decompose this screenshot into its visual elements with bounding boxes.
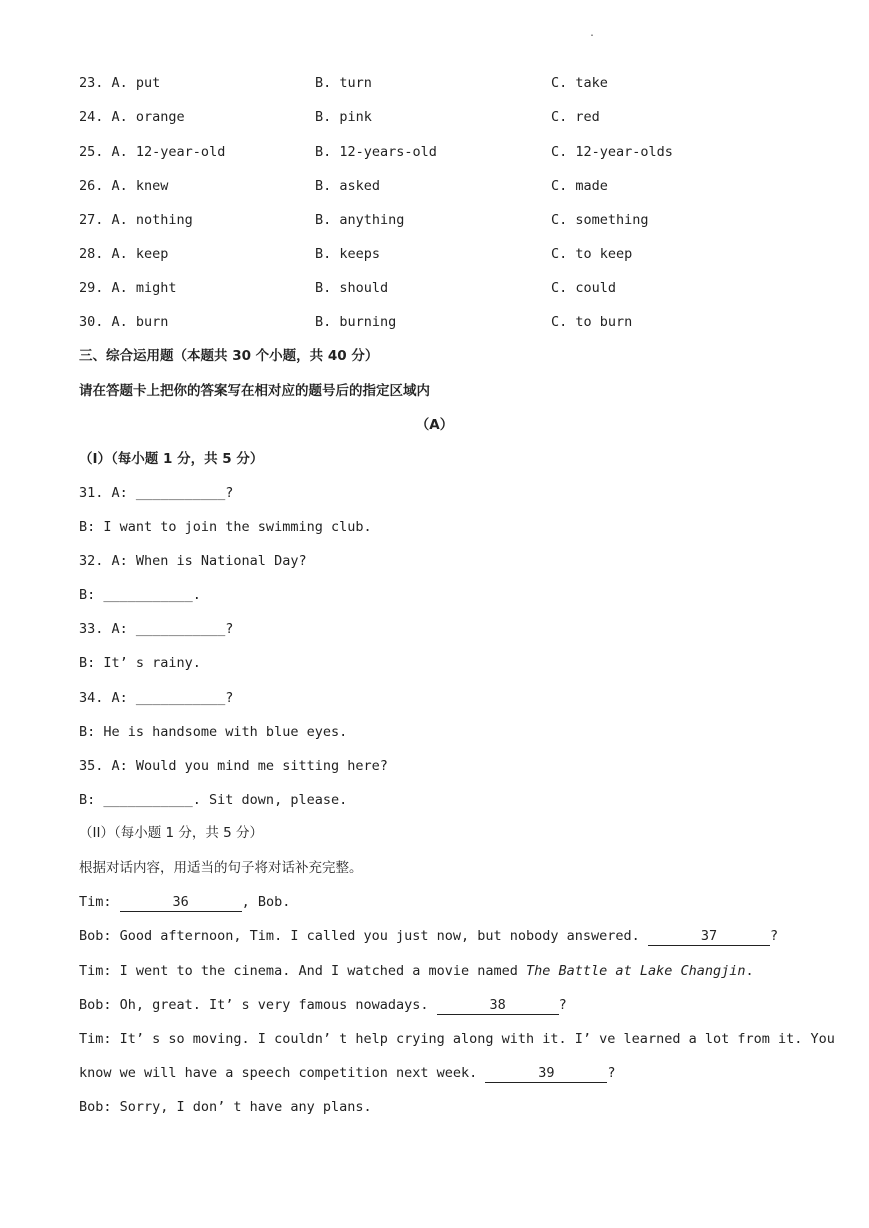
choice-29-b: B. should [315,280,389,296]
choice-27-c: C. something [551,212,649,228]
part-label: （A） [415,417,454,433]
choice-29-c: C. could [551,280,617,296]
choice-24-b: B. pink [315,109,372,125]
q35-line: 35. A: Would you mind me sitting here? [79,758,388,774]
choice-row-29 [79,278,799,298]
choice-26-b: B. asked [315,178,381,194]
section-title: 三、综合运用题（本题共 30 个小题，共 40 分） [79,348,379,364]
q34-line: 34. A: ___________? [79,690,234,706]
choice-23-b: B. turn [315,75,372,91]
blank-39: 39 [485,1065,607,1083]
dialogue-line-36: Tim: 36 , Bob. [79,894,291,910]
choice-row-24 [79,107,799,127]
dialogue-line-39: know we will have a speech competition next week. 39 ? [79,1065,616,1081]
choice-26-c: C. made [551,178,608,194]
dialogue-line-37: Bob: Good afternoon, Tim. I called you just now, but nobody answered. 37 ? [79,928,779,944]
choice-30-b: B. burning [315,314,397,330]
q33-answer-line: B: It’ s rainy. [79,655,201,671]
choice-29-a: 29. A. might [79,280,177,296]
q31-answer-line: B: I want to join the swimming club. [79,519,372,535]
q32-answer-line: B: ___________. [79,587,201,603]
choice-28-c: C. to keep [551,246,633,262]
part2-instruction: 根据对话内容，用适当的句子将对话补充完整。 [79,860,363,876]
choice-row-27 [79,210,799,230]
choice-row-28 [79,244,799,264]
choice-28-a: 28. A. keep [79,246,169,262]
choice-row-23 [79,73,799,93]
dialogue-line-38: Bob: Oh, great. It’ s very famous nowadays. 38 ? [79,997,567,1013]
movie-title: The Battle at Lake Changjin [526,963,746,979]
choice-25-c: C. 12-year-olds [551,144,673,160]
choice-25-a: 25. A. 12-year-old [79,144,226,160]
blank-38: 38 [437,997,559,1015]
q32-line: 32. A: When is National Day? [79,553,307,569]
q31-line: 31. A: ___________? [79,485,234,501]
choice-24-a: 24. A. orange [79,109,185,125]
choice-25-b: B. 12-years-old [315,144,437,160]
choice-24-c: C. red [551,109,600,125]
dialogue-line-movie: Tim: I went to the cinema. And I watched a movie named The Battle at Lake Changjin. [79,963,754,979]
part2-heading: （II）（每小题 1 分，共 5 分） [79,825,264,841]
q33-line: 33. A: ___________? [79,621,234,637]
choice-27-a: 27. A. nothing [79,212,193,228]
dialogue-line-moving: Tim: It’ s so moving. I couldn’ t help crying along with it. I’ ve learned a lot from it. You [79,1031,835,1047]
choice-30-a: 30. A. burn [79,314,169,330]
choice-28-b: B. keeps [315,246,381,262]
choice-26-a: 26. A. knew [79,178,169,194]
choice-row-30 [79,312,799,332]
blank-36: 36 [120,894,242,912]
choice-27-b: B. anything [315,212,405,228]
choice-23-c: C. take [551,75,608,91]
blank-37: 37 [648,928,770,946]
dialogue-line-plans: Bob: Sorry, I don’ t have any plans. [79,1099,372,1115]
choice-23-a: 23. A. put [79,75,161,91]
q35-answer-line: B: ___________. Sit down, please. [79,792,348,808]
part1-heading: （I）（每小题 1 分，共 5 分） [79,451,264,467]
choice-30-c: C. to burn [551,314,633,330]
choice-row-26 [79,176,799,196]
section-instruction: 请在答题卡上把你的答案写在相对应的题号后的指定区域内 [79,383,430,399]
header-mark: . [589,28,596,39]
choice-row-25 [79,142,799,162]
q34-answer-line: B: He is handsome with blue eyes. [79,724,348,740]
